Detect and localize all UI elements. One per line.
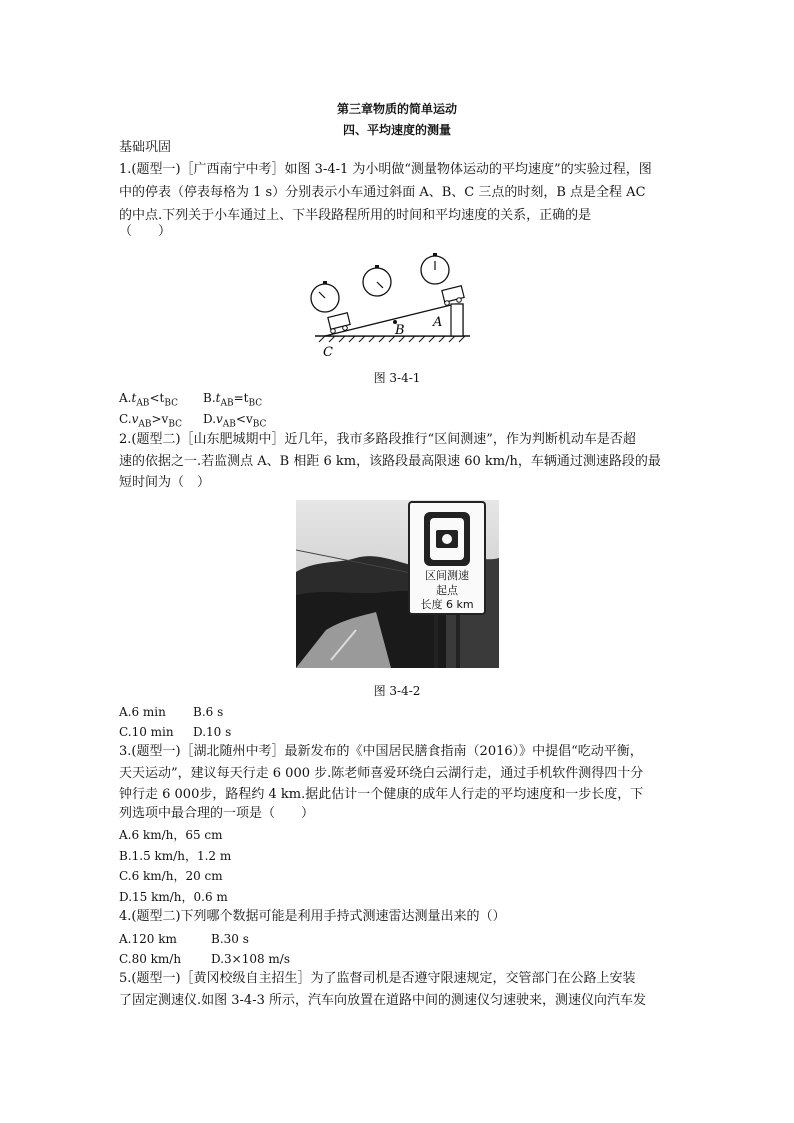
q3-option-a[interactable]: A.6 km/h，65 cm — [119, 828, 223, 842]
q1-line-2: 中的停表（停表每格为 1 s）分别表示小车通过斜面 A、B、C 三点的时刻，B 点是全程 AC — [119, 185, 646, 200]
q2-line-2: 速的依据之一.若监测点 A、B 相距 6 km，该路段最高限速 60 km/h，车辆通过测速路段的最 — [119, 454, 661, 469]
sign-line-2: 起点 — [436, 584, 458, 597]
q1-option-b[interactable]: $B.t_{AB}=t_{BC}$ — [203, 391, 263, 409]
q3-line-3: 钟行走 6 000步，路程约 4 km.据此估计一个健康的成年人行走的平均速度和一步长度，下 — [119, 787, 644, 802]
q3-line-2: 天天运动”，建议每天行走 6 000 步.陈老师喜爱环绕白云湖行走，通过手机软件测得四十分 — [119, 766, 644, 781]
chapter-title: 第三章物质的简单运动 — [336, 102, 457, 116]
q3-option-b[interactable]: B.1.5 km/h，1.2 m — [119, 849, 232, 863]
figure-caption-3-4-2: 图 3-4-2 — [373, 684, 421, 698]
section-title: 四、平均速度的测量 — [342, 123, 451, 137]
figure-caption-3-4-1: 图 3-4-1 — [373, 371, 421, 385]
label-a: A — [433, 315, 443, 330]
sign-line-1: 区间测速 — [425, 569, 469, 582]
section-label: 基础巩固 — [119, 140, 172, 155]
q5-line-2: 了固定测速仪.如图 3-4-3 所示，汽车向放置在道路中间的测速仪匀速驶来，测速仪向汽车发 — [119, 993, 646, 1008]
q3-option-d[interactable]: D.15 km/h，0.6 m — [119, 890, 228, 904]
q2-line-1: 2.(题型二)［山东肥城期中］近几年，我市多路段推行“区间测速”，作为判断机动车是否超 — [119, 432, 636, 447]
q2-option-a[interactable]: A.6 min — [119, 705, 166, 719]
label-b: B — [395, 323, 405, 338]
speed-camera-photo — [296, 500, 499, 668]
q2-option-b[interactable]: B.6 s — [193, 705, 224, 719]
q3-option-c[interactable]: C.6 km/h，20 cm — [119, 869, 223, 883]
cart-top — [442, 286, 464, 306]
q1-line-4: （ ） — [119, 224, 172, 239]
q4-option-b[interactable]: B.30 s — [211, 932, 249, 946]
stopwatch-icon — [421, 253, 449, 284]
q4-line: 4.(题型二)下列哪个数据可能是利用手持式测速雷达测量出来的（） — [119, 909, 506, 924]
q1-option-c[interactable]: $C.v_{AB}>v_{BC}$ — [119, 412, 182, 430]
q2-option-d[interactable]: D.10 s — [193, 725, 232, 739]
q1-line-1: 1.(题型一)［广西南宁中考］如图 3-4-1 为小明做“测量物体运动的平均速度”的实验过程，图 — [119, 162, 652, 177]
q1-option-a[interactable]: $A.t_{AB}<t_{BC}$ — [119, 391, 178, 409]
q5-line-1: 5.(题型一)［黄冈校级自主招生］为了监督司机是否遵守限速规定，交管部门在公路上安装 — [119, 971, 636, 986]
q3-line-4: 列选项中最合理的一项是（ ） — [119, 806, 315, 821]
q2-line-3: 短时间为（ ） — [119, 475, 211, 490]
q1-line-3: 的中点.下列关于小车通过上、下半段路程所用的时间和平均速度的关系，正确的是 — [119, 208, 592, 223]
stopwatch-icon — [363, 265, 391, 296]
q4-option-d[interactable]: D.3×108 m/s — [211, 952, 290, 966]
stopwatch-icon — [311, 281, 339, 312]
q3-line-1: 3.(题型一)［湖北随州中考］最新发布的《中国居民膳食指南（2016）》中提倡“吃动平衡， — [119, 744, 643, 759]
speed-zone-sign — [409, 502, 485, 614]
q4-option-c[interactable]: C.80 km/h — [119, 952, 182, 966]
q4-option-a[interactable]: A.120 km — [119, 932, 177, 946]
sign-line-3: 长度 6 km — [420, 598, 474, 611]
incline-figure — [305, 252, 477, 362]
q2-option-c[interactable]: C.10 min — [119, 725, 174, 739]
label-c: C — [323, 345, 333, 360]
q1-option-d[interactable]: $D.v_{AB}<v_{BC}$ — [203, 412, 267, 430]
